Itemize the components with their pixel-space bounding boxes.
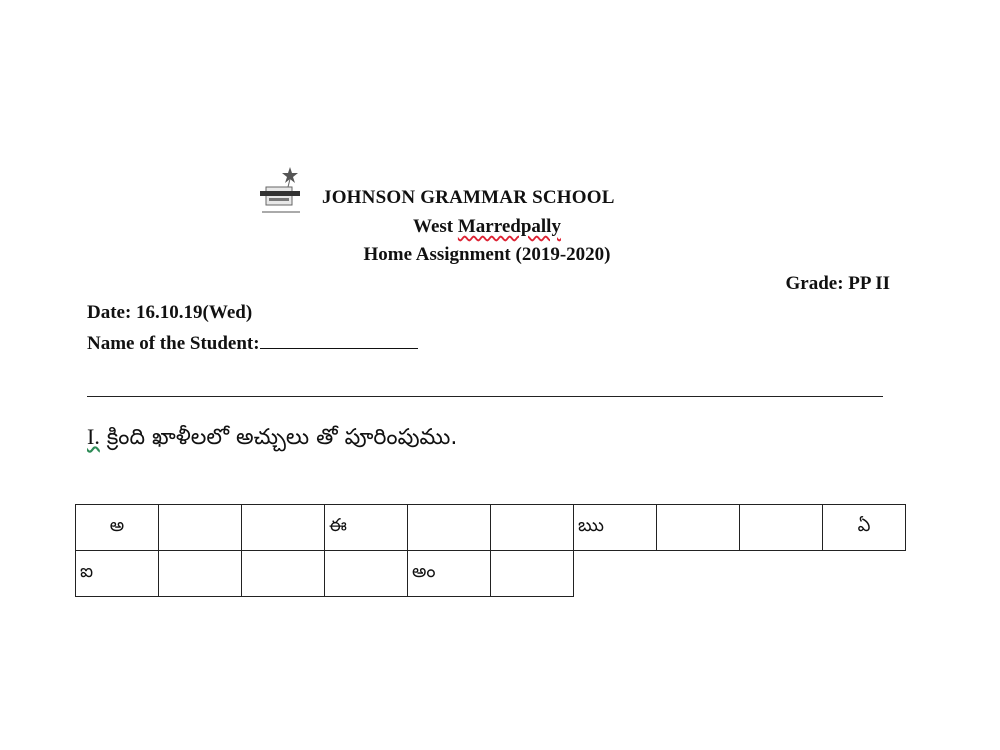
question-1 <box>87 424 457 455</box>
grid-empty-space <box>574 551 657 597</box>
grid-cell[interactable] <box>242 551 325 597</box>
student-name-blank[interactable] <box>260 330 418 349</box>
grid-cell[interactable]: అ <box>76 505 159 551</box>
grid-cell[interactable] <box>242 505 325 551</box>
school-branch <box>0 216 974 238</box>
grid-cell[interactable]: అం <box>408 551 491 597</box>
grid-cell[interactable]: ఋ <box>574 505 657 551</box>
student-name-line <box>87 330 418 355</box>
grid-empty-space <box>740 551 823 597</box>
branch-name: Marredpally <box>457 216 561 237</box>
grid-empty-space <box>657 551 740 597</box>
student-name-label: Name of the Student: <box>87 333 260 354</box>
grid-cell[interactable]: ఈ <box>325 505 408 551</box>
grid-cell[interactable] <box>159 505 242 551</box>
school-name: JOHNSON GRAMMAR SCHOOL <box>322 187 615 208</box>
question-text: క్రింది ఖాళీలలో అచ్చులు తో పూరింపుము. <box>106 425 458 450</box>
branch-west: West <box>413 216 454 237</box>
grade-label: Grade: PP II <box>785 273 890 294</box>
question-number: I. <box>87 424 100 449</box>
grid-cell[interactable] <box>740 505 823 551</box>
date-label: Date: 16.10.19(Wed) <box>87 302 253 323</box>
grid-cell[interactable] <box>325 551 408 597</box>
grid-cell[interactable] <box>408 505 491 551</box>
grid-cell[interactable]: ఏ <box>823 505 906 551</box>
grid-cell[interactable]: ఐ <box>76 551 159 597</box>
grid-cell[interactable] <box>657 505 740 551</box>
grid-row-2 <box>76 551 906 597</box>
school-logo <box>254 165 308 219</box>
assignment-title: Home Assignment (2019-2020) <box>363 244 611 265</box>
grid-empty-space <box>823 551 906 597</box>
grid-cell[interactable] <box>491 551 574 597</box>
grid-cell[interactable] <box>159 551 242 597</box>
vowel-grid <box>75 504 906 597</box>
grid-row-1 <box>76 505 906 551</box>
grid-cell[interactable] <box>491 505 574 551</box>
divider-line <box>87 396 883 397</box>
